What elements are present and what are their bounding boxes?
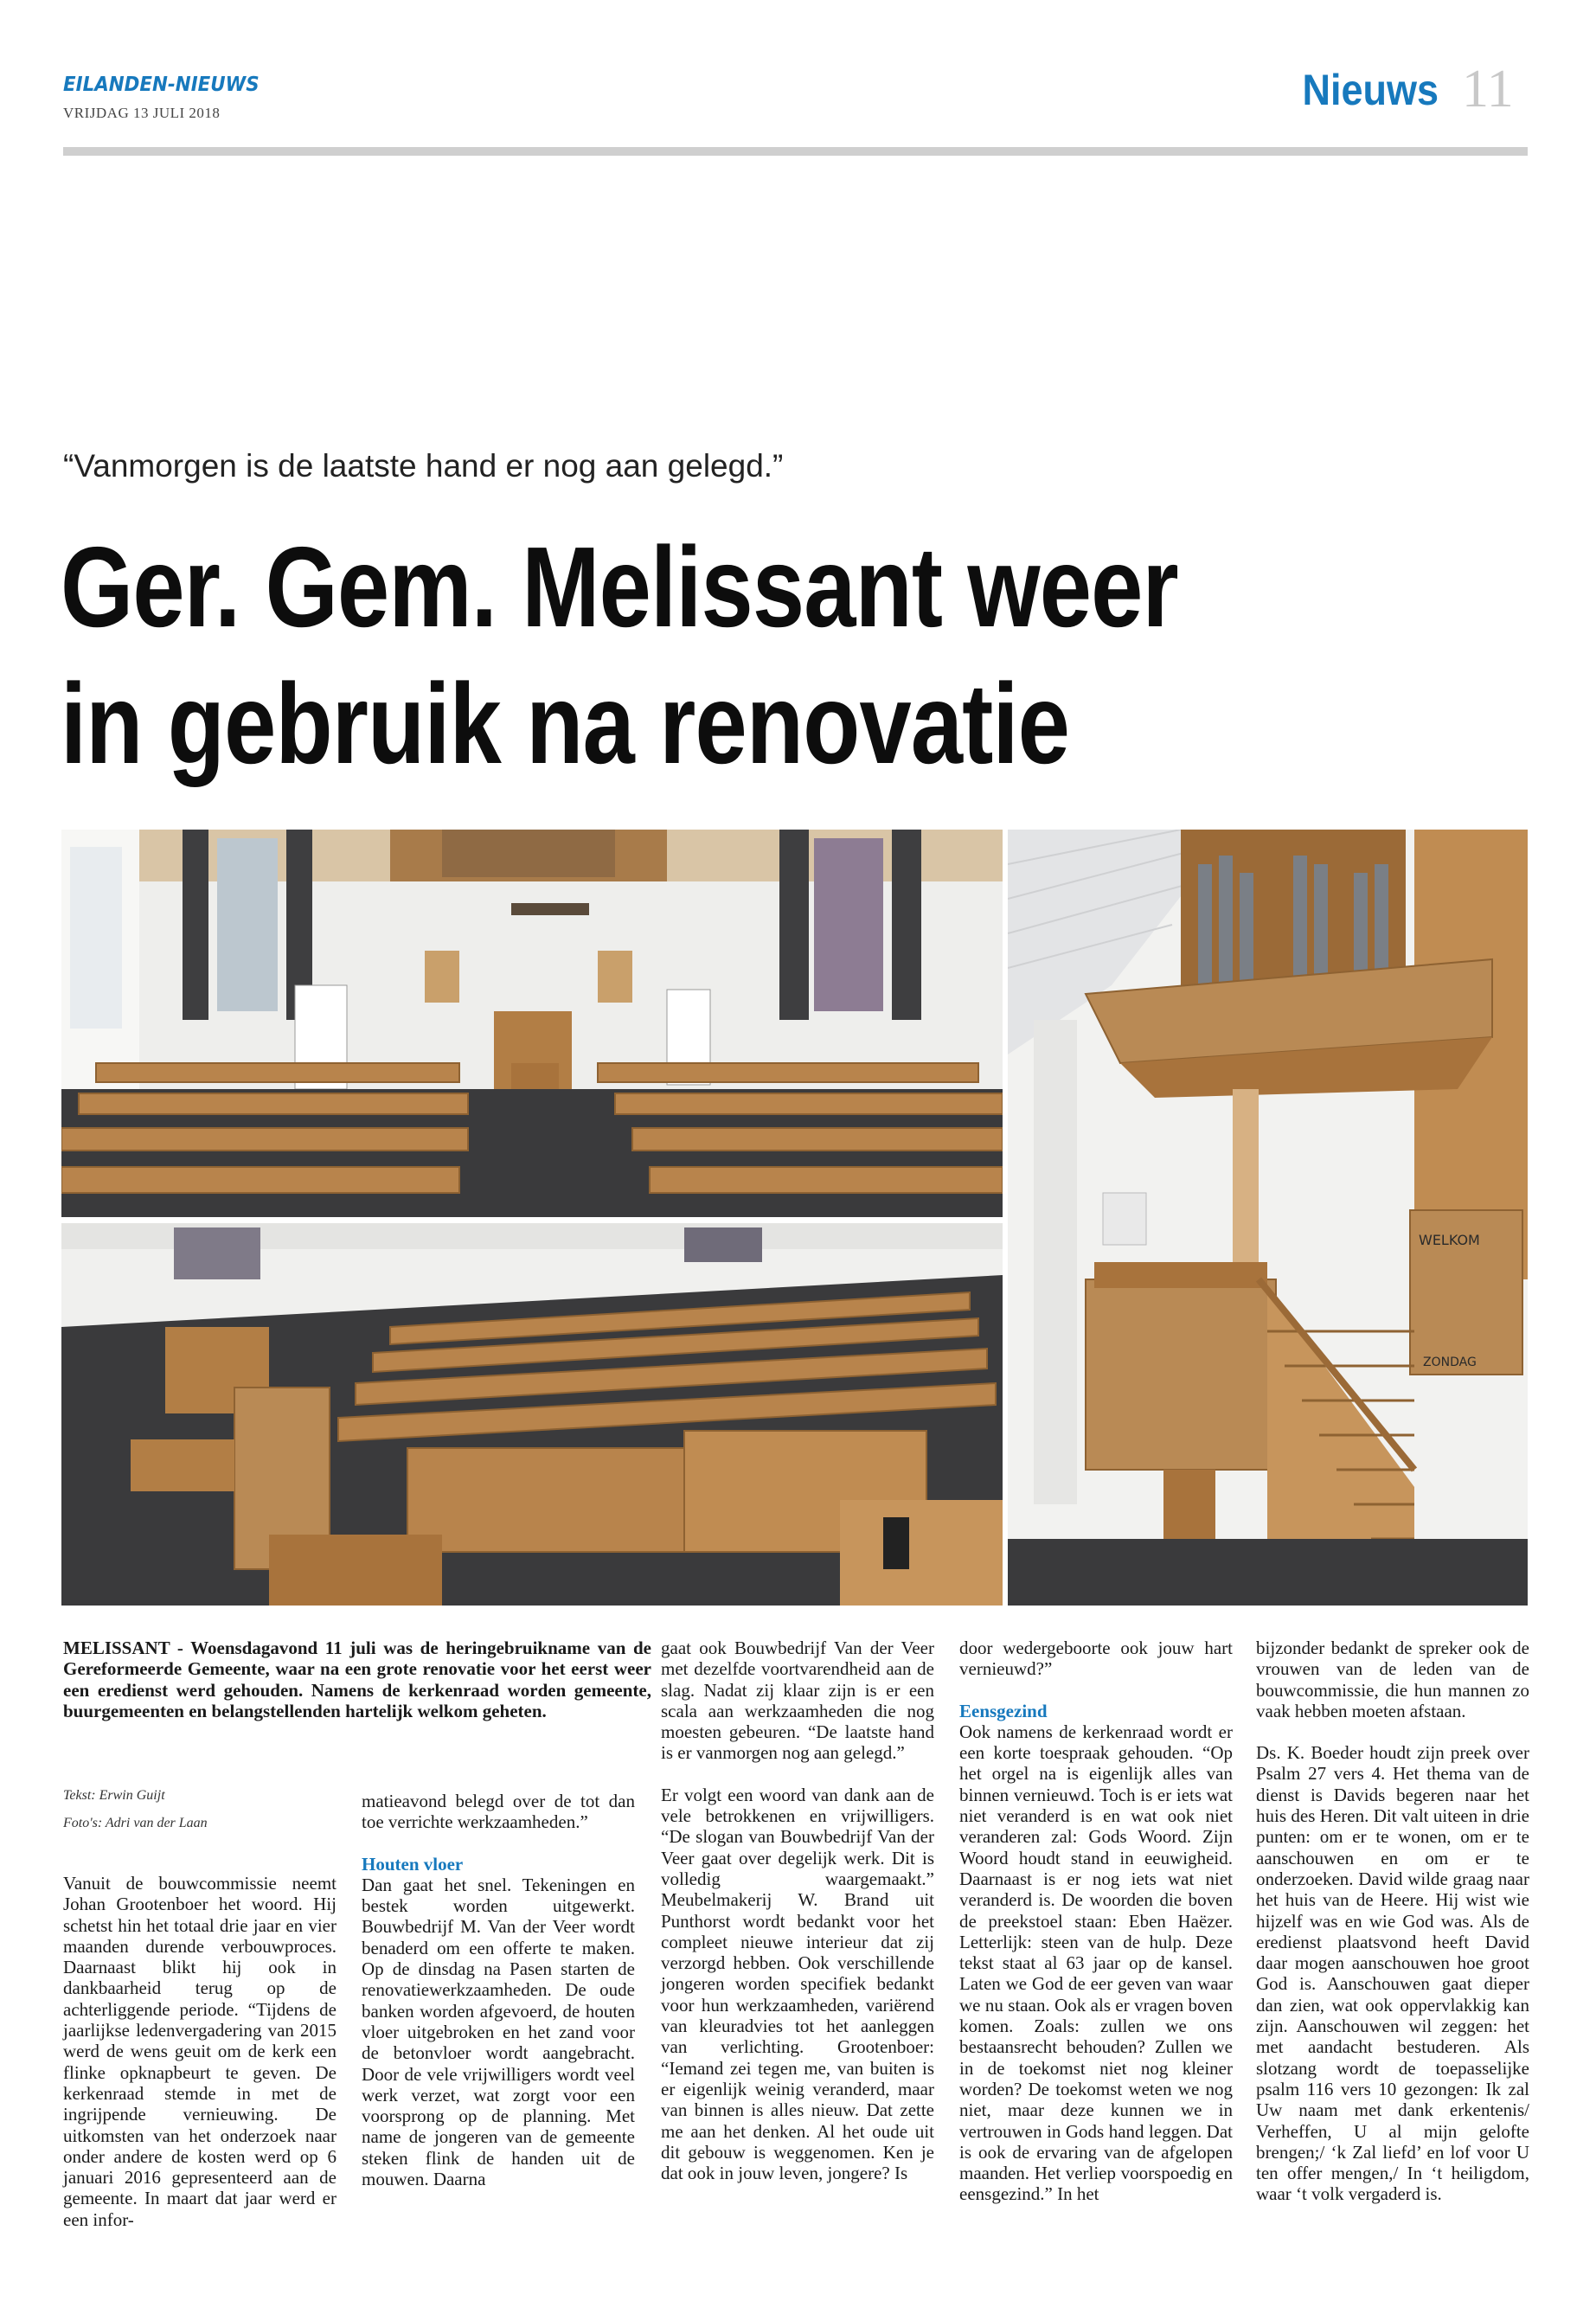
- masthead-logo: EILANDEN-NIEUWS: [63, 74, 260, 96]
- section-title: Nieuws: [1302, 66, 1439, 114]
- column-4: [959, 1638, 1233, 2205]
- column-1: [63, 1873, 337, 2230]
- col3-paragraph-2: Er volgt een woord van dank aan de vele betrokkenen en vrijwilligers. “De slogan van Bouwbedrijf Van der Veer gaat over degelijk werk. Dit is volledig waargemaakt.” Meubelmakerij W. Brand uit Punthorst wordt bedankt voor het compleet nieuwe interieur dat zij verzorgd hebben. Ook verschillende jongeren worden specifiek bedankt voor hun werkzaamheden, variërend van kleuradvies tot het aanleggen van verlichting. Grootenboer: “Iemand zei tegen me, van buiten is er eigenlijk weinig veranderd, maar van binnen is alles nieuw. Dat zette me aan het denken. Al het oude uit dit gebouw is weggenomen. Ken je dat ook in jouw leven, jongere? Is: [661, 1784, 934, 2184]
- credit-photo: Foto's: Adri van der Laan: [63, 1816, 208, 1830]
- column-2: [362, 1791, 635, 2189]
- lead-paragraph: MELISSANT - Woensdagavond 11 juli was de heringebruikname van de Gereformeerde Gemeente, waar na een grote renovatie voor het eerst weer een eredienst werd gehouden. Namens de kerkenraad worden gemeente, buurgemeenten en belangstellenden hartelijk welkom geheten.: [63, 1638, 651, 1721]
- col3-paragraph-1: gaat ook Bouwbedrijf Van der Veer met dezelfde voortvarendheid aan de slag. Nadat zij klaar zijn is er een scala aan werkzaamheden die nog moesten gebeuren. “De laatste hand is er vanmorgen nog aan gelegd.”: [661, 1638, 934, 1764]
- col5-paragraph-2: Ds. K. Boeder houdt zijn preek over Psalm 27 vers 4. Het thema van de dienst is Davids begeren naar het huis des Heren. Dit valt uiteen in drie punten: om er te wonen, om er te aanschouwen en om er te onderzoeken. David wilde graag naar het huis van de Heere. Hij wist wie hijzelf was en wie God was. Als de eredienst plaatsvond heeft David daar mogen aanschouwen hoe groot God is. Aanschouwen gaat dieper dan zien, wat ook oppervlakkig kan zijn. Aanschouwen wil zeggen: het met aandacht bestuderen. Als slotzang wordt de toepasselijke psalm 116 vers 10 gezongen: Ik zal Uw naam met dank erkentenis/ Verheffen, U al mijn gelofte brengen;/ ‘k Zal liefd’ en lof voor U ten offer mengen,/ In ‘t heiligdom, waar ‘t volk vergaderd is.: [1256, 1742, 1529, 2205]
- header-rule: [63, 147, 1528, 156]
- col2-paragraph-top: matieavond belegd over de tot dan toe verrichte werkzaamheden.”: [362, 1791, 635, 1833]
- credit-text: Tekst: Erwin Guijt: [63, 1788, 165, 1803]
- col2-paragraph: Dan gaat het snel. Tekeningen en bestek worden uitgewerkt. Bouwbedrijf M. Van der Veer wordt benaderd om een offerte te maken. Op de dinsdag na Pasen starten de renovatiewerkzaamheden. De oude banken worden afgevoerd, de houten vloer uitgebroken en het zand voor de betonvloer wordt aangebracht. Door de vele vrijwilligers wordt veel werk verzet, wat zorgt voor een voorsprong op de planning. Met name de jongeren van de gemeente steken flink de handen uit de mouwen. Daarna: [362, 1874, 635, 2190]
- col1-paragraph: Vanuit de bouwcommissie neemt Johan Grootenboer het woord. Hij schetst hin het totaal drie jaar en vier maanden durende verbouwproces. Daarnaast blikt hij ook in dankbaarheid terug op de achterliggende periode. “Tijdens de jaarlijkse ledenvergadering van 2015 werd de wens geuit om de kerk een flinke opknapbeurt te geven. De kerkenraad stemde in met de ingrijpende vernieuwing. De uitkomsten van het onderzoek naar onder andere de kosten werd op 6 januari 2016 gepresenteerd aan de gemeente. In maart dat jaar werd er een infor-: [63, 1873, 337, 2230]
- subhead-eensgezind: Eensgezind: [959, 1700, 1048, 1721]
- column-5: [1256, 1638, 1529, 2205]
- photo-church-pews: [61, 1223, 1003, 1606]
- photo-church-interior-pulpit: [61, 830, 1003, 1217]
- sign-zondag: ZONDAG: [1423, 1356, 1477, 1369]
- headline-line-2: in gebruik na renovatie: [61, 660, 1070, 787]
- subhead-houten-vloer: Houten vloer: [362, 1853, 464, 1875]
- col4-paragraph-top: door wedergeboorte ook jouw hart vernieuwd?”: [959, 1638, 1233, 1680]
- article-headline: [61, 519, 1253, 792]
- page-number: 11: [1462, 60, 1514, 119]
- column-3: [661, 1638, 934, 2183]
- sign-welkom: WELKOM: [1419, 1232, 1480, 1248]
- credits: [63, 1786, 349, 1833]
- col5-paragraph-1: bijzonder bedankt de spreker ook de vrouwen van de leden van de bouwcommissie, die hun mannen zo vaak hebben moeten afstaan.: [1256, 1638, 1529, 1721]
- issue-date: VRIJDAG 13 JULI 2018: [63, 105, 221, 121]
- headline-line-1: Ger. Gem. Melissant weer: [61, 523, 1178, 651]
- col4-paragraph: Ook namens de kerkenraad wordt er een korte toespraak gehouden. “Op het orgel na is eigenlijk alles van binnen vernieuwd. Toch is er iets wat niet veranderd is en wat ook niet veranderen zal: Gods Woord. Zijn Woord houdt stand in eeuwigheid. Daarnaast is er nog iets wat niet veranderd is. De woorden die boven de preekstoel staan: Eben Haëzer. Letterlijk: steen van de hulp. Deze tekst staat al 63 jaar op de kansel. Laten we God de eer geven van waar we nu staan. Ook als er vragen boven komen. Zoals: zullen we ons bestaansrecht behouden? Zullen we in de toekomst niet nog kleiner worden? De toekomst weten we nog niet, maar deze kunnen we in vertrouwen in Gods hand leggen. Dat is ook de ervaring van de afgelopen maanden. Het verliep voorspoedig en eensgezind.” In het: [959, 1721, 1233, 2205]
- photo-organ-and-pulpit: [1008, 830, 1528, 1606]
- article-kicker: “Vanmorgen is de laatste hand er nog aan gelegd.”: [63, 448, 784, 484]
- article-lead: [63, 1638, 651, 1721]
